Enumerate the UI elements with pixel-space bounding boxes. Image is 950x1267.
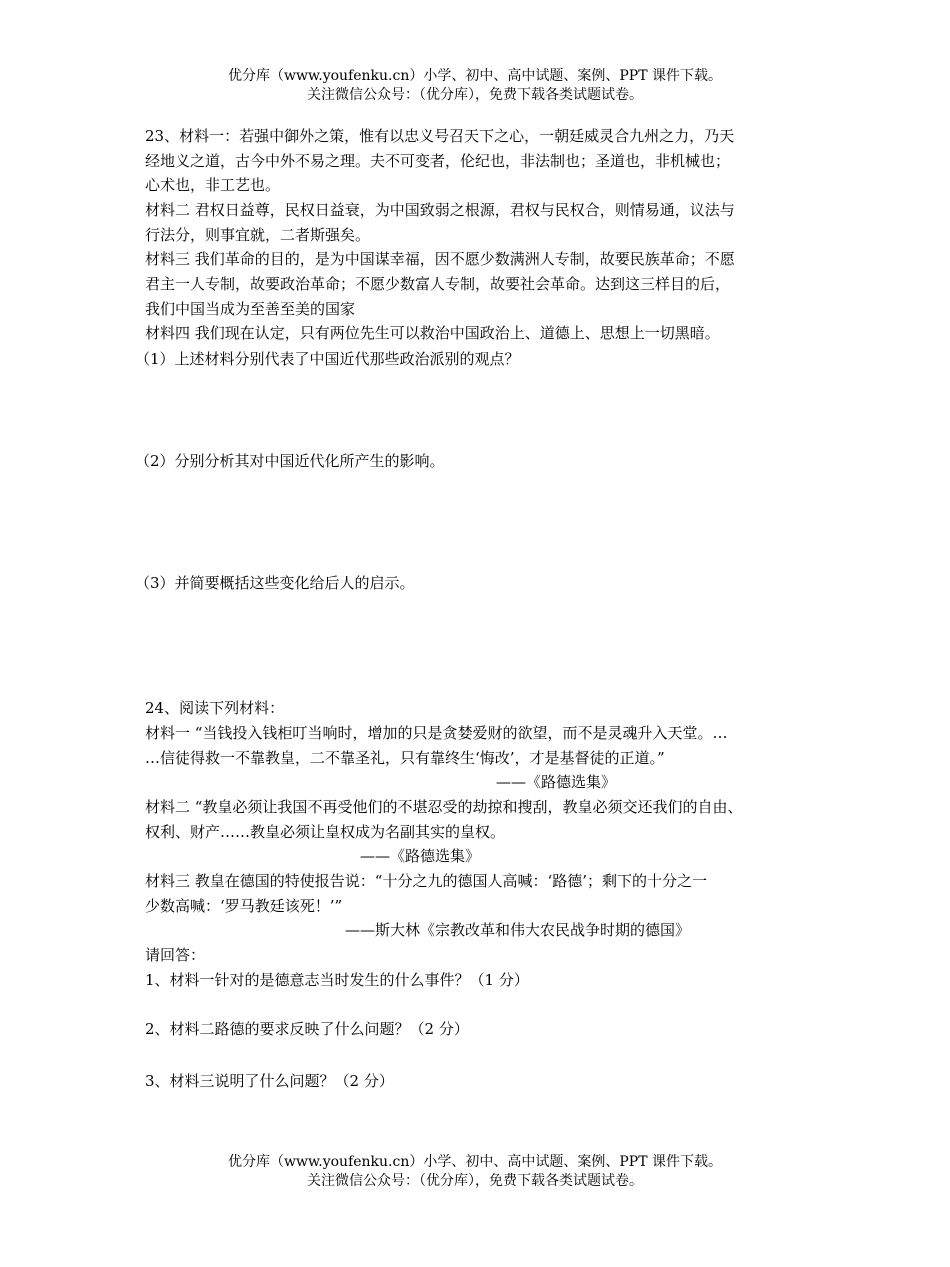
- q23-line-5: 行法分，则事宜就，二者斯强矣。: [145, 226, 371, 244]
- q23-line-4: 材料二 君权日益尊，民权日益衰，为中国致弱之根源，君权与民权合，则情易通，议法与: [145, 201, 735, 219]
- q24-question-1: 1、材料一针对的是德意志当时发生的什么事件？（1 分）: [145, 971, 529, 989]
- q23-line-2: 经地义之道，古今中外不易之理。夫不可变者，伦纪也，非法制也；圣道也，非机械也；: [145, 152, 731, 170]
- page-footer: [0, 1153, 950, 1191]
- q23-line-1: 23、材料一：若强中御外之策，惟有以忠义号召天下之心，一朝廷威灵合九州之力，乃天: [145, 127, 735, 145]
- q23-subquestion-3: （3）并简要概括这些变化给后人的启示。: [135, 574, 415, 592]
- q23-subquestion-1: （1）上述材料分别代表了中国近代那些政治派别的观点？: [135, 350, 520, 368]
- q24-answer-prompt: 请回答：: [145, 946, 206, 964]
- q23-subquestion-2: （2）分别分析其对中国近代化所产生的影响。: [135, 452, 445, 470]
- q24-material-1-source: ——《路德选集》: [496, 773, 617, 791]
- header-line-2: 关注微信公众号：（优分库），免费下载各类试题试卷。: [307, 87, 643, 103]
- q24-material-2-line-1: 材料二 “教皇必须让我国不再受他们的不堪忍受的劫掠和搜刮，教皇必须交还我们的自由、: [145, 798, 743, 816]
- q24-material-1-line-1: 材料一 “当钱投入钱柜叮当响时，增加的只是贪婪爱财的欲望，而不是灵魂升入天堂。…: [145, 724, 728, 742]
- q24-material-2-line-2: 权利、财产……教皇必须让皇权成为名副其实的皇权。: [145, 823, 506, 841]
- q23-line-8: 我们中国当成为至善至美的国家: [145, 300, 356, 318]
- q23-line-6: 材料三 我们革命的目的，是为中国谋幸福，因不愿少数满洲人专制，故要民族革命；不愿: [145, 250, 735, 268]
- q24-title: 24、阅读下列材料：: [145, 699, 285, 717]
- q24-material-2-source: ——《路德选集》: [360, 847, 481, 865]
- q24-material-1-line-2: …信徒得救一不靠教皇，二不靠圣礼，只有靠终生‘悔改’，才是基督徒的正道。”: [145, 749, 665, 767]
- q23-line-9: 材料四 我们现在认定，只有两位先生可以救治中国政治上、道德上、思想上一切黑暗。: [145, 324, 720, 342]
- q24-question-2: 2、材料二路德的要求反映了什么问题？（2 分）: [145, 1020, 469, 1038]
- q24-material-3-line-1: 材料三 教皇在德国的特使报告说：“十分之九的德国人高喊：‘路德’；剩下的十分之一: [145, 872, 707, 890]
- q23-line-3: 心术也，非工艺也。: [145, 176, 281, 194]
- q24-material-3-line-2: 少数高喊：‘罗马教廷该死！’”: [145, 897, 343, 915]
- q24-question-3: 3、材料三说明了什么问题？（2 分）: [145, 1072, 394, 1090]
- q23-line-7: 君主一人专制，故要政治革命；不愿少数富人专制，故要社会革命。达到这三样目的后，: [145, 275, 731, 293]
- q24-material-3-source: ——斯大林《宗教改革和伟大农民战争时期的德国》: [345, 921, 691, 939]
- footer-line-1: 优分库（www.youfenku.cn）小学、初中、高中试题、案例、PPT 课件下载。: [227, 1154, 722, 1170]
- page-header: [0, 67, 950, 105]
- header-line-1: 优分库（www.youfenku.cn）小学、初中、高中试题、案例、PPT 课件下载。: [227, 68, 722, 84]
- footer-line-2: 关注微信公众号：（优分库），免费下载各类试题试卷。: [307, 1173, 643, 1189]
